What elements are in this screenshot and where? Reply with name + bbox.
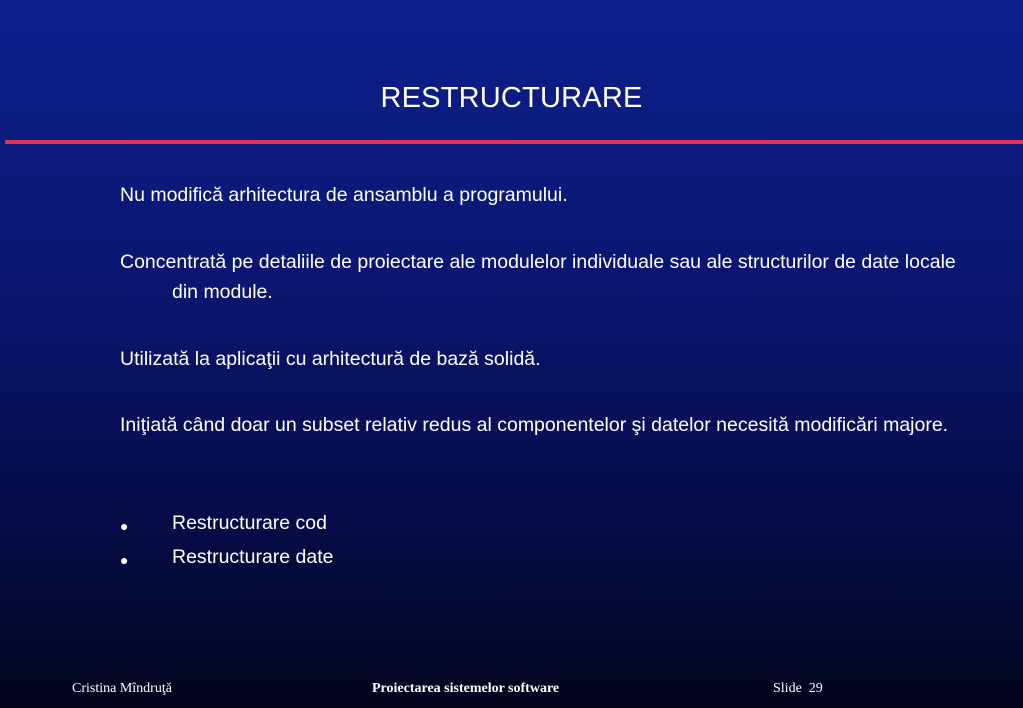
bullet-dot-icon: ●	[120, 518, 129, 534]
bullet-dot-icon: ●	[120, 552, 129, 568]
footer-course-title: Proiectarea sistemelor software	[372, 681, 560, 696]
paragraph-1: Nu modifică arhitectura de ansamblu a programului.	[120, 184, 568, 206]
title-divider-line	[5, 140, 1023, 144]
bullet-label: Restructurare cod	[172, 512, 327, 534]
slide-title: RESTRUCTURARE	[380, 82, 643, 114]
paragraph-3: Utilizată la aplicaţii cu arhitectură de bază solidă.	[120, 348, 541, 370]
footer-author: Cristina Mîndruţă	[72, 681, 172, 696]
bullet-list	[120, 508, 334, 576]
footer-slide-number: Slide 29	[773, 681, 823, 696]
paragraph-4: Iniţiată când doar un subset relativ redus al componentelor şi datelor necesită modificări majore.	[120, 414, 949, 436]
bullet-label: Restructurare date	[172, 546, 334, 568]
bullet-item-data	[120, 542, 334, 576]
bullet-item-code	[120, 508, 334, 542]
paragraph-2: Concentrată pe detaliile de proiectare ale modulelor individuale sau ale structurilor de date locale din module.	[120, 251, 956, 303]
